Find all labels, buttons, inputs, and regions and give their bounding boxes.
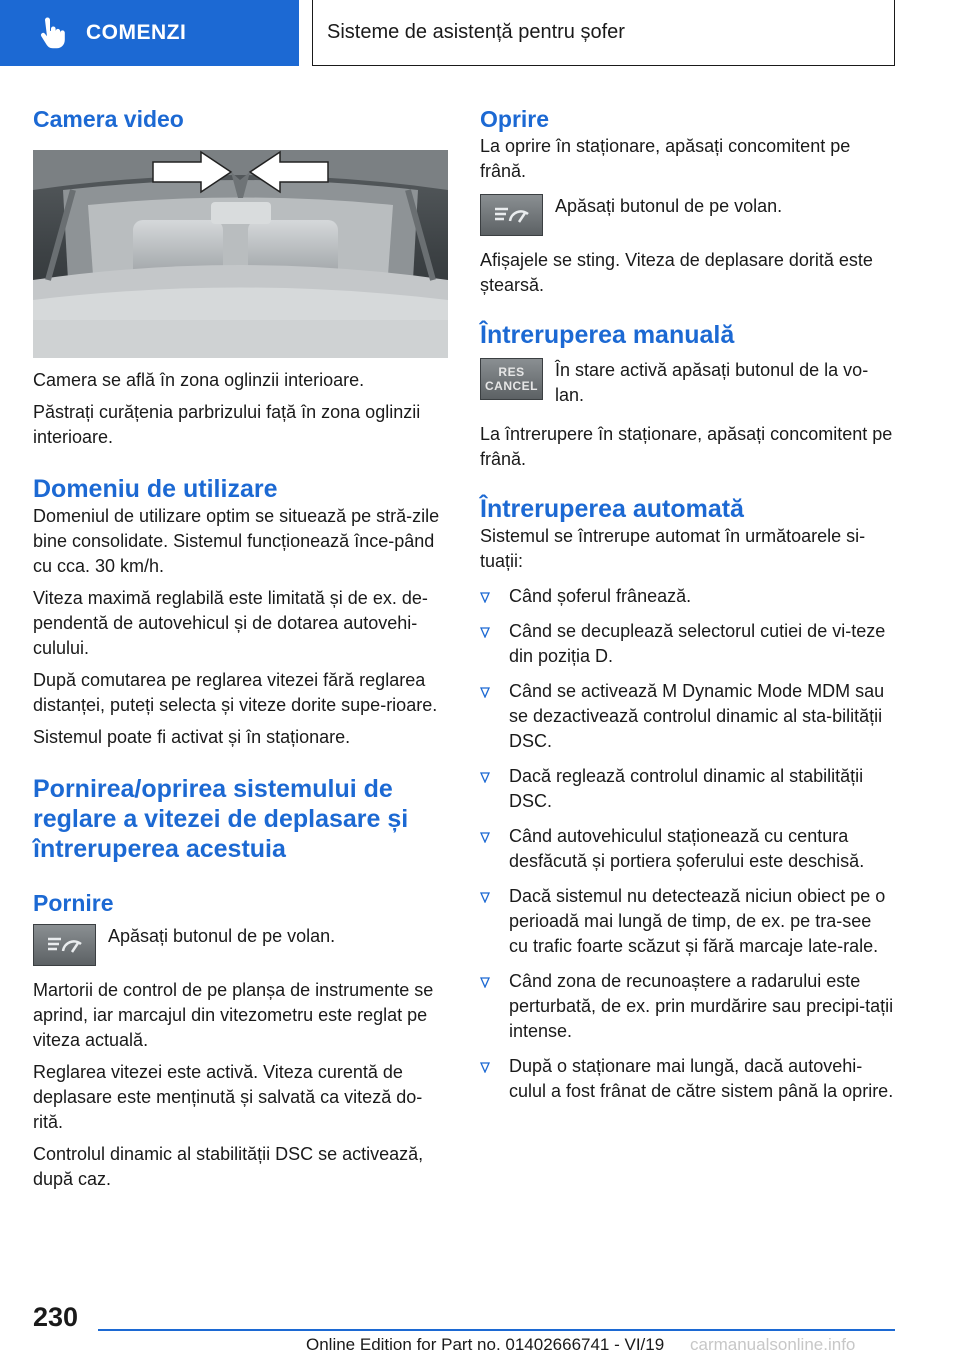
list-item xyxy=(480,584,895,609)
edition-text: Online Edition for Part no. 01402666741 - VI/19 xyxy=(306,1335,665,1354)
list-item-text: Când zona de recunoaștere a radarului este perturbată, de ex. prin murdărire sau precipi-tații intense. xyxy=(509,971,894,1041)
manual-heading: Întreruperea manuală xyxy=(480,321,735,349)
list-item-text: Dacă reglează controlul dinamic al stabilității DSC. xyxy=(509,766,864,811)
triangle-bullet-icon xyxy=(480,584,509,609)
right-column xyxy=(480,96,895,1104)
triangle-bullet-icon xyxy=(480,884,509,959)
list-item xyxy=(480,764,895,814)
start-heading: Pornire xyxy=(33,890,114,916)
camera-text-1: Camera se află în zona oglinzii interioare. xyxy=(33,370,365,390)
chapter-label: COMENZI xyxy=(86,21,187,44)
list-item xyxy=(480,1054,895,1104)
start-text-3: Controlul dinamic al stabilității DSC se activează, după caz. xyxy=(33,1144,424,1189)
cruise-control-button-image xyxy=(33,924,96,966)
list-item-text: Când autovehiculul staționează cu centura desfăcută și portiera șoferului este deschisă. xyxy=(509,826,865,871)
page-header xyxy=(0,0,960,66)
res-cancel-button-image xyxy=(480,358,543,400)
triangle-bullet-icon xyxy=(480,619,509,669)
res-label: RES xyxy=(498,365,525,379)
start-text-2: Reglarea vitezei este activă. Viteza curentă de deplasare este menținută și salvată ca viteză do-rită. xyxy=(33,1062,423,1132)
list-item-text: Când se decuplează selectorul cutiei de vi-teze din poziția D. xyxy=(509,621,886,666)
footer-divider xyxy=(98,1329,895,1331)
stop-text-2: Afișajele se sting. Viteza de deplasare dorită este ștearsă. xyxy=(480,250,873,295)
stop-button-text: Apăsați butonul de pe volan. xyxy=(555,196,783,216)
domain-text-4: Sistemul poate fi activat și în staționare. xyxy=(33,727,351,747)
list-item xyxy=(480,619,895,669)
list-item-text: Dacă sistemul nu detectează niciun obiect pe o perioadă mai lungă de timp, de ex. pe tra-see cu trafic foarte scăzut și fără marcaje late-rale. xyxy=(509,886,886,956)
cruise-control-icon xyxy=(45,934,85,956)
manual-button-text: În stare activă apăsați butonul de la vo-lan. xyxy=(555,360,869,405)
auto-interrupt-list xyxy=(480,584,895,1104)
chapter-tab[interactable] xyxy=(0,0,299,66)
triangle-bullet-icon xyxy=(480,764,509,814)
onoff-heading: Pornirea/oprirea sistemului de reglare a vitezei de deplasare și întreruperea acestuia xyxy=(33,775,409,863)
watermark: carmanualsonline.info xyxy=(690,1335,856,1354)
stop-text-1: La oprire în staționare, apăsați concomitent pe frână. xyxy=(480,136,851,181)
list-item xyxy=(480,824,895,874)
stop-heading: Oprire xyxy=(480,106,550,132)
camera-interior-photo xyxy=(33,150,448,358)
list-item xyxy=(480,969,895,1044)
list-item-text: Când șoferul frânează. xyxy=(509,586,692,606)
cruise-control-icon xyxy=(492,204,532,226)
domain-text-1: Domeniul de utilizare optim se situează pe stră-zile bine consolidate. Sistemul funcționează înce-pând cu cca. 30 km/h. xyxy=(33,506,440,576)
start-button-row xyxy=(33,924,448,966)
triangle-bullet-icon xyxy=(480,1054,509,1104)
manual-text-1: La întrerupere în staționare, apăsați concomitent pe frână. xyxy=(480,424,893,469)
start-button-text: Apăsați butonul de pe volan. xyxy=(108,926,336,946)
cruise-control-button-image xyxy=(480,194,543,236)
auto-text-1: Sistemul se întrerupe automat în următoarele si-tuații: xyxy=(480,526,866,571)
camera-text-2: Păstrați curățenia parbrizului față în zona oglinzii interioare. xyxy=(33,402,421,447)
cancel-label: CANCEL xyxy=(485,379,538,393)
page-number: 230 xyxy=(33,1302,79,1332)
list-item-text: După o staționare mai lungă, dacă autovehi-culul a fost frânat de către sistem până la oprire. xyxy=(509,1056,894,1101)
triangle-bullet-icon xyxy=(480,824,509,874)
section-title: Sisteme de asistență pentru șofer xyxy=(312,0,895,66)
manual-button-row xyxy=(480,358,895,408)
domain-text-2: Viteza maximă reglabilă este limitată și de ex. de-pendentă de autovehicul și de dotarea autovehi-culului. xyxy=(33,588,428,658)
stop-button-row xyxy=(480,194,895,236)
list-item xyxy=(480,679,895,754)
domain-heading: Domeniu de utilizare xyxy=(33,475,278,503)
triangle-bullet-icon xyxy=(480,969,509,1044)
start-text-1: Martorii de control de pe planșa de instrumente se aprind, iar marcajul din vitezometru este reglat pe viteza actuală. xyxy=(33,980,434,1050)
auto-heading: Întreruperea automată xyxy=(480,495,744,523)
domain-text-3: După comutarea pe reglarea vitezei fără reglarea distanței, puteți selecta și viteze dorite supe-rioare. xyxy=(33,670,438,715)
triangle-bullet-icon xyxy=(480,679,509,754)
left-column xyxy=(33,96,448,1192)
list-item-text: Când se activează M Dynamic Mode MDM sau se dezactivează controlul dinamic al sta-bilității DSC. xyxy=(509,681,885,751)
hand-pointer-icon xyxy=(34,16,68,50)
list-item xyxy=(480,884,895,959)
camera-heading: Camera video xyxy=(33,106,184,132)
